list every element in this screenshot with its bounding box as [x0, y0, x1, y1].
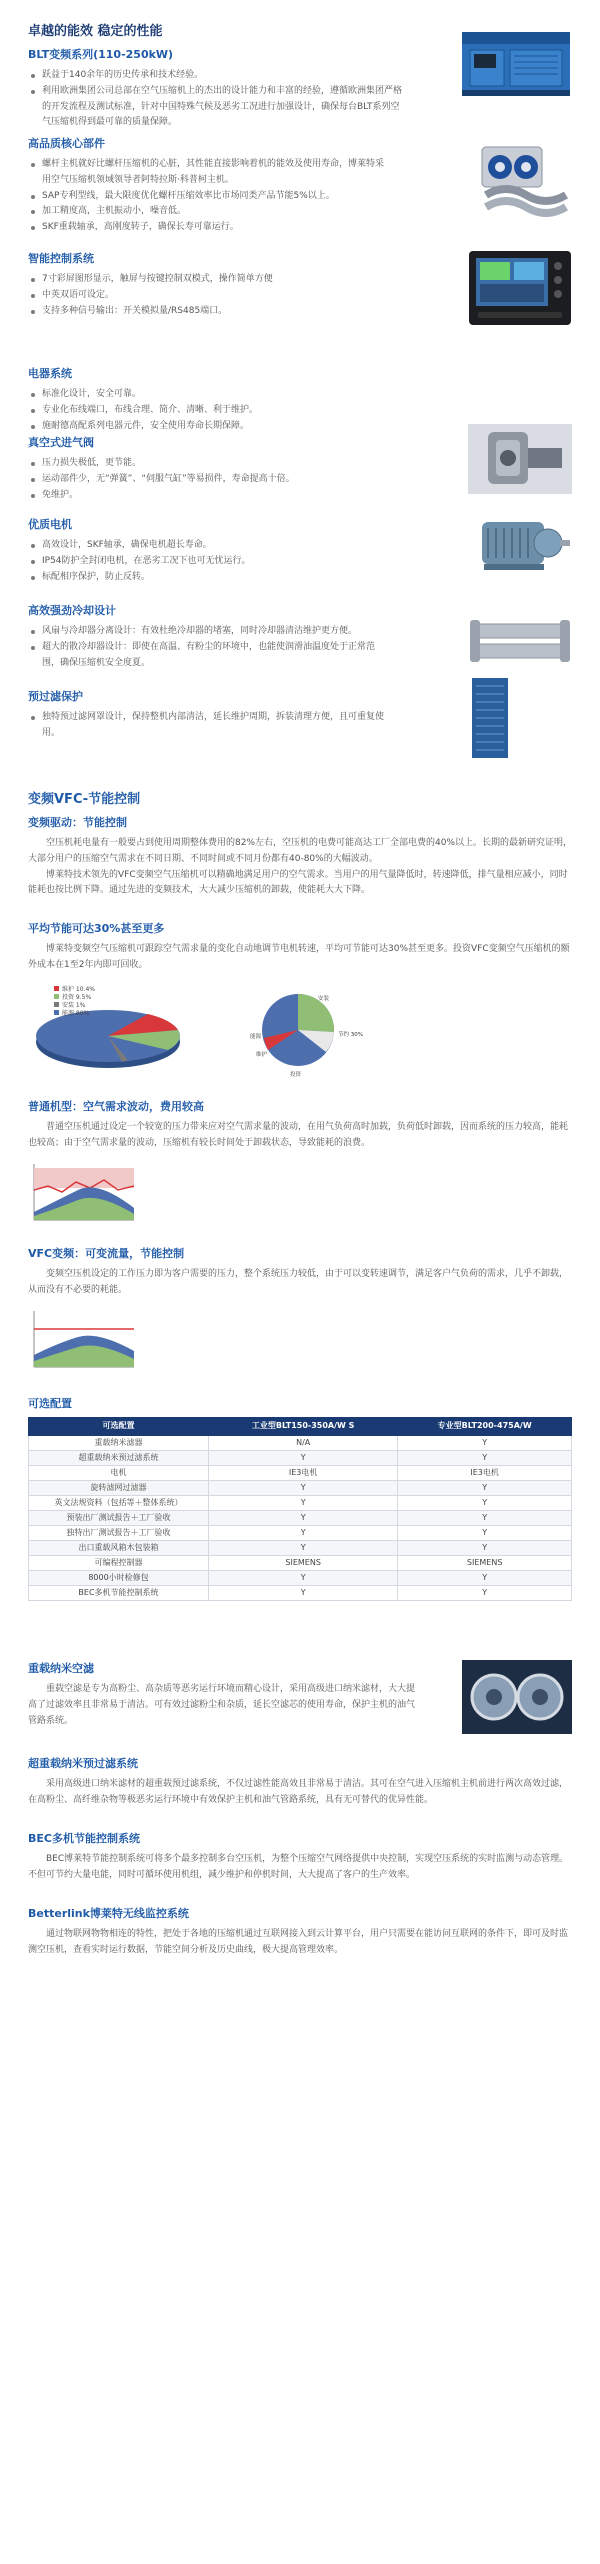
- table-row: [29, 1496, 572, 1511]
- pre-filter-image: [468, 676, 512, 760]
- feature-bullet: 螺杆主机就好比螺杆压缩机的心脏，其性能直接影响着机的能效及使用寿命，博莱特采用空气压缩机领域领导者阿特拉斯·科普柯主机。: [28, 157, 388, 189]
- option-pre-filter-system: [28, 1755, 572, 1809]
- table-cell: Y: [209, 1481, 398, 1496]
- cooler-image: [468, 610, 572, 674]
- legend-swatch-energy: [54, 1010, 59, 1015]
- feature-bullet: 支持多种信号输出：开关模拟量/RS485端口。: [28, 304, 388, 320]
- vfc-mode-paragraph: 变频空压机设定的工作压力即为客户需要的压力，整个系统压力较低，由于可以变转速调节，满足客户气负荷的需求，几乎不卸载，从而没有不必要的耗能。: [28, 1269, 569, 1295]
- table-cell: Y: [398, 1436, 572, 1451]
- airend-image: [476, 143, 572, 217]
- conventional-demand-chart: [28, 1160, 572, 1232]
- intro-bullet: 跃益于140余年的历史传承和技术经验。: [28, 68, 408, 84]
- table-row: [29, 1511, 572, 1526]
- option-bec-control: [28, 1830, 572, 1884]
- feature-bullet: IP54防护全封闭电机，在恶劣工况下也可无忧运行。: [28, 554, 388, 570]
- feature-controller: [28, 250, 572, 319]
- table-header-row: [29, 1418, 572, 1436]
- vfc-demand-chart: [28, 1307, 572, 1379]
- motor-image: [468, 510, 572, 578]
- feature-intake-valve: [28, 434, 572, 503]
- table-row: [29, 1526, 572, 1541]
- pie-b-label: 能源: [250, 1033, 262, 1040]
- feature-bullet: 超大的散冷却器设计：即使在高温、有粉尘的环境中，也能使润滑油温度处于正常范围，确保压缩机安全度夏。: [28, 640, 388, 672]
- vfc-mode-section: [28, 1245, 572, 1378]
- controller-screen-image: [468, 250, 572, 326]
- energy-section: [28, 920, 572, 1090]
- table-row: [29, 1451, 572, 1466]
- option-nano-filter: [28, 1660, 572, 1729]
- feature-bullet: SAP专利型线，最大限度优化螺杆压缩效率比市场同类产品节能5%以上。: [28, 189, 388, 205]
- table-cell: SIEMENS: [398, 1556, 572, 1571]
- table-cell: Y: [209, 1571, 398, 1586]
- vfc-paragraph: 空压机耗电量有一般要占到使用周期整体费用的82%左右，空压机的电费可能高达工厂全部电费的40%以上。长期的最新研究证明，大部分用户的压缩空气需求在不同日期、不同时间或不同月份都有40-80%的大幅波动。: [28, 838, 573, 864]
- table-cell: 旋转滤网过滤器: [29, 1481, 209, 1496]
- table-cell: 重载纳米滤器: [29, 1436, 209, 1451]
- feature-bullet: 中英双语可设定。: [28, 288, 388, 304]
- config-title: 可选配置: [28, 1397, 72, 1410]
- vfc-section: [28, 790, 572, 899]
- feature-cooling: [28, 602, 572, 671]
- table-cell: Y: [209, 1541, 398, 1556]
- feature-bullet: 独特预过滤网罩设计，保持整机内部清洁，延长维护周期，拆装清理方便，且可重复使用。: [28, 710, 388, 742]
- intro-section: [28, 22, 572, 128]
- table-row: [29, 1556, 572, 1571]
- option-paragraph: BEC博莱特节能控制系统可将多个最多控制多台空压机，为整个压缩空气网络提供中央控制，实现空压系统的实时监测与动态管理。不但可节约大量电能，同时可循环使用机组，减少维护和停机时间，大大提高了客户的生产效率。: [28, 1854, 569, 1880]
- feature-bullet: 专业化布线端口，布线合理、简介、清晰、利于维护。: [28, 403, 388, 419]
- table-cell: IE3电机: [209, 1466, 398, 1481]
- table-header-cell: 工业型BLT150-350A/W S: [209, 1418, 398, 1436]
- table-cell: IE3电机: [398, 1466, 572, 1481]
- table-cell: 独特出厂测试报告＋工厂验收: [29, 1526, 209, 1541]
- table-cell: Y: [398, 1481, 572, 1496]
- table-cell: 英文法规资料（包括等＋整体系统）: [29, 1496, 209, 1511]
- table-cell: BEC多机节能控制系统: [29, 1586, 209, 1601]
- conventional-section: [28, 1098, 572, 1231]
- table-cell: SIEMENS: [209, 1556, 398, 1571]
- series-subtitle: BLT变频系列(110-250kW): [28, 48, 174, 62]
- feature-title: 高品质核心部件: [28, 137, 105, 150]
- feature-bullet: 运动部件少，无“弹簧”、“伺服气缸”等易损件，寿命提高十倍。: [28, 472, 388, 488]
- vfc-title: 变频VFC-节能控制: [28, 792, 141, 807]
- conventional-paragraph: 普通空压机通过设定一个较宽的压力带来应对空气需求量的波动，在用气负荷高时加载，负荷低时卸载，因而系统的压力较高，能耗也较高；由于空气需求量的波动，压缩机有较长时间处于卸载状态，导致能耗的浪费。: [28, 1122, 569, 1148]
- feature-bullet: 高效设计，SKF轴承，确保电机超长寿命。: [28, 538, 388, 554]
- feature-title: 智能控制系统: [28, 252, 94, 265]
- pie-b-label: 安装: [318, 995, 330, 1002]
- pie-charts: [28, 980, 388, 1090]
- vfc-mode-title: VFC变频：可变流量，节能控制: [28, 1247, 185, 1260]
- table-header-cell: 可选配置: [29, 1418, 209, 1436]
- table-cell: Y: [209, 1511, 398, 1526]
- page-title: 卓越的能效 稳定的性能: [28, 24, 163, 39]
- table-cell: Y: [209, 1451, 398, 1466]
- option-title: 重载纳米空滤: [28, 1662, 94, 1675]
- intake-valve-image: [468, 424, 572, 494]
- table-cell: Y: [398, 1451, 572, 1466]
- table-cell: Y: [398, 1541, 572, 1556]
- feature-title: 预过滤保护: [28, 690, 83, 703]
- feature-bullet: 标配相序保护，防止反转。: [28, 570, 388, 586]
- config-table: [28, 1417, 572, 1601]
- table-row: [29, 1436, 572, 1451]
- intro-bullet: 利用欧洲集团公司总部在空气压缩机上的杰出的设计能力和丰富的经验，遵循欧洲集团严格的开发流程及测试标准，针对中国特殊气候及恶劣工况进行加强设计，确保每台BLT系列空气压缩机得到最可靠的质量保障。: [28, 84, 408, 131]
- nano-filter-image: [462, 1660, 572, 1734]
- legend-swatch-maintenance: [54, 986, 59, 991]
- table-cell: 电机: [29, 1466, 209, 1481]
- feature-pre-filter: [28, 688, 572, 742]
- lifecycle-cost-charts: [28, 980, 572, 1090]
- feature-title: 真空式进气阀: [28, 436, 94, 449]
- table-row: [29, 1541, 572, 1556]
- legend-label: 能源 80%: [62, 1009, 90, 1017]
- table-row: [29, 1481, 572, 1496]
- feature-title: 优质电机: [28, 518, 72, 531]
- energy-title: 平均节能可达30%甚至更多: [28, 922, 165, 935]
- table-cell: Y: [398, 1571, 572, 1586]
- pie-b-label: 投资: [290, 1071, 302, 1078]
- legend-swatch-investment: [54, 994, 59, 999]
- feature-title: 电器系统: [28, 367, 72, 380]
- legend-label: 安装 1%: [62, 1001, 86, 1009]
- table-row: [29, 1571, 572, 1586]
- legend-label: 维护 10.4%: [62, 985, 95, 993]
- option-title: BEC多机节能控制系统: [28, 1832, 140, 1845]
- legend-swatch-install: [54, 1002, 59, 1007]
- feature-bullet: 7寸彩屏图形显示，触屏与按键控制双模式，操作简单方便: [28, 272, 388, 288]
- feature-bullet: SKF重载轴承，高刚度转子，确保长寿可靠运行。: [28, 220, 388, 236]
- option-paragraph: 重载空滤是专为高粉尘、高杂质等恶劣运行环境而精心设计，采用高级进口纳米滤材，大大提高了过滤效率且非常易于清洁。可有效过滤粉尘和杂质，延长空滤芯的使用寿命，保护主机的油气管路系统。: [28, 1684, 416, 1726]
- feature-title: 高效强劲冷却设计: [28, 604, 116, 617]
- table-cell: 出口重载风箱木包装箱: [29, 1541, 209, 1556]
- table-cell: 超重载纳米预过滤系统: [29, 1451, 209, 1466]
- table-cell: Y: [398, 1586, 572, 1601]
- legend-label: 投资 9.5%: [62, 993, 92, 1001]
- table-row: [29, 1466, 572, 1481]
- energy-paragraph: 博莱特变频空气压缩机可跟踪空气需求量的变化自动地调节电机转速，平均可节能可达30%甚至更多。投资VFC变频空气压缩机的额外成本在1至2年内即可回收。: [28, 944, 570, 970]
- table-cell: N/A: [209, 1436, 398, 1451]
- option-title: 超重载纳米预过滤系统: [28, 1757, 138, 1770]
- vfc-paragraph: 博莱特技术领先的VFC变频空气压缩机可以精确地满足用户的空气需求。当用户的用气量降低时，转速降低，排气量相应减小，同时能耗也按比例下降。通过先进的变频技术，大大减少压缩机的卸载，使能耗大大下降。: [28, 869, 568, 896]
- feature-bullet: 免维护。: [28, 488, 388, 504]
- table-cell: 预装出厂测试报告＋工厂验收: [29, 1511, 209, 1526]
- feature-motor: [28, 516, 572, 585]
- table-cell: Y: [209, 1526, 398, 1541]
- pie-b-label: 维护: [256, 1051, 268, 1058]
- feature-bullet: 标准化设计，安全可靠。: [28, 387, 388, 403]
- feature-bullet: 加工精度高，主机振动小，噪音低。: [28, 204, 388, 220]
- table-row: [29, 1586, 572, 1601]
- conventional-title: 普通机型：空气需求波动，费用较高: [28, 1100, 204, 1113]
- option-paragraph: 通过物联网物物相连的特性，把处于各地的压缩机通过互联网接入到云计算平台，用户只需要在能访问互联网的条件下，即可及时监测空压机，查看实时运行数据，节能空间分析及历史曲线，极大提高管理效率。: [28, 1929, 569, 1955]
- table-cell: Y: [209, 1586, 398, 1601]
- table-cell: 可编程控制器: [29, 1556, 209, 1571]
- vfc-subtitle: 变频驱动：节能控制: [28, 816, 127, 830]
- table-cell: Y: [398, 1526, 572, 1541]
- table-cell: Y: [209, 1496, 398, 1511]
- feature-bullet: 风扇与冷却器分离设计：有效杜绝冷却器的堵塞，同时冷却器清洁维护更方便。: [28, 624, 388, 640]
- option-title: Betterlink博莱特无线监控系统: [28, 1907, 189, 1920]
- pie-b-label: 节约 30%: [338, 1031, 363, 1038]
- config-section: [28, 1395, 572, 1601]
- table-cell: Y: [398, 1511, 572, 1526]
- option-paragraph: 采用高级进口纳米滤材的超重载预过滤系统，不仅过滤性能高效且非常易于清洁。其可在空气进入压缩机主机前进行两次高效过滤，在高粉尘、高纤维杂物等极恶劣运行环境中有效保护主机和油气管路系统，具有无可替代的优异性能。: [28, 1779, 569, 1805]
- table-cell: 8000小时检修包: [29, 1571, 209, 1586]
- compressor-image: [460, 26, 572, 104]
- feature-bullet: 压力损失极低，更节能。: [28, 456, 388, 472]
- feature-core-components: [28, 135, 572, 236]
- feature-bullet: 施耐德高配系列电器元件，安全使用寿命长期保障。: [28, 419, 388, 435]
- option-betterlink: [28, 1905, 572, 1959]
- table-cell: Y: [398, 1496, 572, 1511]
- table-header-cell: 专业型BLT200-475A/W: [398, 1418, 572, 1436]
